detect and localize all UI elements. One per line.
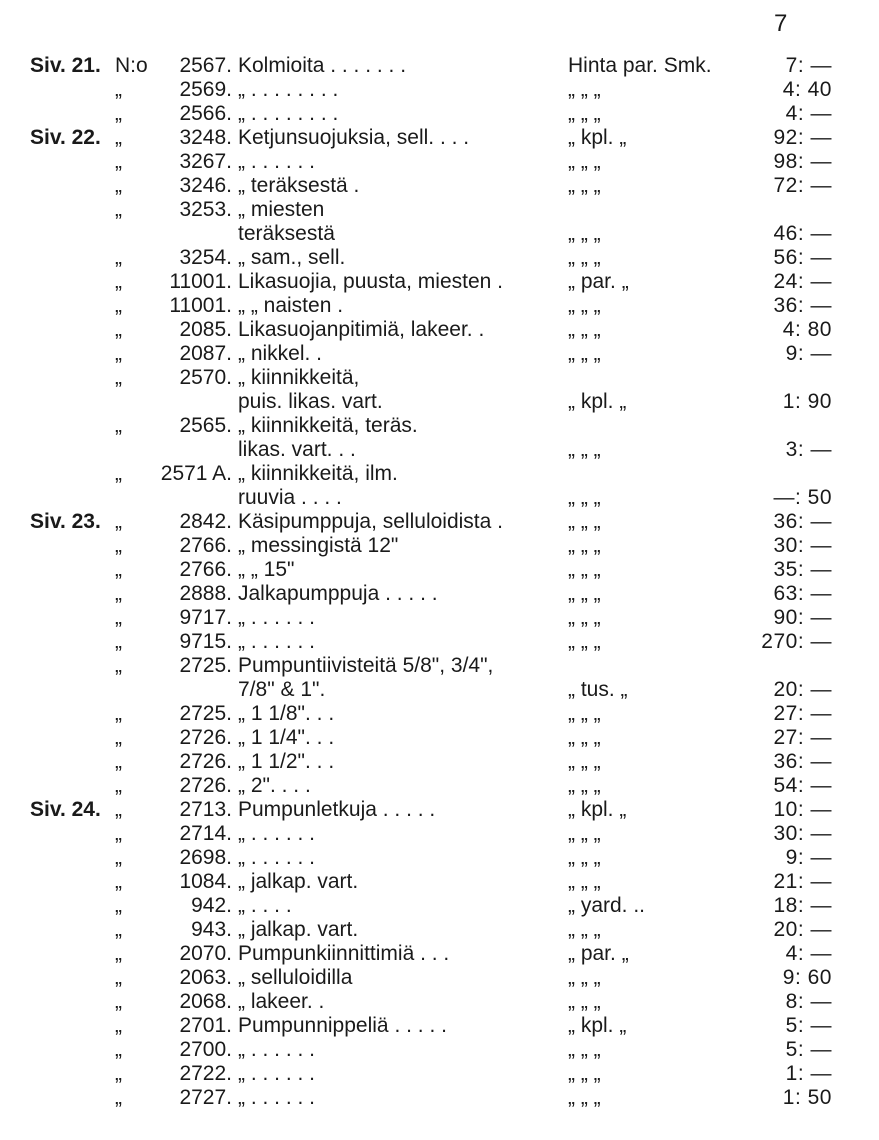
- price-value: 30: —: [773, 822, 832, 845]
- section-label: Siv. 21.: [30, 54, 101, 77]
- item-number: 11001.: [169, 294, 232, 317]
- unit-column: „ „ „: [568, 342, 601, 365]
- price-value: 36: —: [773, 750, 832, 773]
- ditto-mark: „: [115, 558, 122, 581]
- item-number: 3253.: [179, 198, 232, 221]
- item-number: 2567.: [179, 54, 232, 77]
- ditto-mark: „: [115, 894, 122, 917]
- list-item: [0, 678, 879, 702]
- unit-column: „ „ „: [568, 774, 601, 797]
- unit-column: „ „ „: [568, 870, 601, 893]
- item-description: „ messingistä 12": [238, 534, 399, 557]
- item-number: 2570.: [179, 366, 232, 389]
- price-value: 36: —: [773, 510, 832, 533]
- unit-column: „ „ „: [568, 702, 601, 725]
- list-item: [0, 342, 879, 366]
- item-description: „ kiinnikkeitä, teräs.: [238, 414, 418, 437]
- unit-column: „ par. „: [568, 270, 629, 293]
- item-description: „ . . . . . .: [238, 1062, 316, 1085]
- item-description: likas. vart. . .: [238, 438, 356, 461]
- item-number: 2698.: [179, 846, 232, 869]
- price-value: 54: —: [773, 774, 832, 797]
- ditto-mark: „: [115, 654, 122, 677]
- ditto-mark: „: [115, 534, 122, 557]
- list-item: [0, 726, 879, 750]
- list-item: [0, 414, 879, 438]
- price-value: 5: —: [785, 1014, 832, 1037]
- ditto-mark: „: [115, 342, 122, 365]
- item-description: puis. likas. vart.: [238, 390, 383, 413]
- item-description: „ miesten: [238, 198, 325, 221]
- unit-column: „ par. „: [568, 942, 629, 965]
- item-description: „ 1 1/4". . .: [238, 726, 335, 749]
- item-description: „ . . . . . .: [238, 606, 316, 629]
- item-number: 942.: [191, 894, 232, 917]
- list-item: [0, 54, 879, 78]
- price-value: 20: —: [773, 678, 832, 701]
- unit-column: „ „ „: [568, 150, 601, 173]
- list-item: [0, 894, 879, 918]
- item-description: „ nikkel. .: [238, 342, 323, 365]
- price-value: 7: —: [785, 54, 832, 77]
- unit-column: „ „ „: [568, 486, 601, 509]
- price-value: 36: —: [773, 294, 832, 317]
- item-description: „ . . . . . . . .: [238, 78, 339, 101]
- ditto-mark: „: [115, 126, 122, 149]
- ditto-mark: „: [115, 846, 122, 869]
- item-description: „ . . . .: [238, 894, 292, 917]
- item-number: 2714.: [179, 822, 232, 845]
- item-number: 943.: [191, 918, 232, 941]
- item-number: 2087.: [179, 342, 232, 365]
- price-value: 27: —: [773, 702, 832, 725]
- list-item: [0, 870, 879, 894]
- item-number: 3267.: [179, 150, 232, 173]
- item-description: „ teräksestä .: [238, 174, 360, 197]
- list-item: [0, 846, 879, 870]
- price-value: 4: 80: [782, 318, 832, 341]
- price-value: 18: —: [773, 894, 832, 917]
- unit-column: „ „ „: [568, 846, 601, 869]
- ditto-mark: „: [115, 1062, 122, 1085]
- item-description: „ jalkap. vart.: [238, 918, 359, 941]
- list-item: [0, 198, 879, 222]
- item-description: Likasuojia, puusta, miesten .: [238, 270, 503, 293]
- item-number: 2726.: [179, 750, 232, 773]
- ditto-mark: „: [115, 1038, 122, 1061]
- ditto-mark: „: [115, 798, 122, 821]
- unit-column: „ kpl. „: [568, 798, 627, 821]
- item-number: 2068.: [179, 990, 232, 1013]
- unit-column: „ „ „: [568, 174, 601, 197]
- item-number: 3254.: [179, 246, 232, 269]
- item-number: 2766.: [179, 558, 232, 581]
- item-description: ruuvia . . . .: [238, 486, 342, 509]
- item-description: „ . . . . . .: [238, 150, 316, 173]
- price-value: 20: —: [773, 918, 832, 941]
- unit-column: „ „ „: [568, 78, 601, 101]
- item-description: Jalkapumppuja . . . . .: [238, 582, 438, 605]
- item-description: teräksestä: [238, 222, 335, 245]
- item-description: „ . . . . . .: [238, 630, 316, 653]
- price-value: 5: —: [785, 1038, 832, 1061]
- unit-column: „ „ „: [568, 726, 601, 749]
- item-number: 2726.: [179, 774, 232, 797]
- item-description: „ . . . . . . . .: [238, 102, 339, 125]
- section-label: Siv. 23.: [30, 510, 101, 533]
- price-value: 9: —: [785, 846, 832, 869]
- ditto-mark: „: [115, 78, 122, 101]
- unit-column: „ „ „: [568, 606, 601, 629]
- ditto-mark: „: [115, 750, 122, 773]
- ditto-mark: „: [115, 198, 122, 221]
- item-description: Kolmioita . . . . . . .: [238, 54, 407, 77]
- item-description: Pumpunnippeliä . . . . .: [238, 1014, 447, 1037]
- price-value: 4: 40: [782, 78, 832, 101]
- ditto-mark: „: [115, 582, 122, 605]
- item-number: 2725.: [179, 654, 232, 677]
- ditto-mark: „: [115, 966, 122, 989]
- price-value: 10: —: [773, 798, 832, 821]
- item-number: 2571 A.: [160, 462, 232, 485]
- price-value: 1: —: [785, 1062, 832, 1085]
- list-item: [0, 774, 879, 798]
- list-item: [0, 942, 879, 966]
- ditto-mark: „: [115, 870, 122, 893]
- list-item: [0, 606, 879, 630]
- list-item: [0, 1086, 879, 1110]
- list-item: [0, 750, 879, 774]
- item-description: „ selluloidilla: [238, 966, 353, 989]
- ditto-mark: „: [115, 726, 122, 749]
- list-item: [0, 558, 879, 582]
- item-number: 2727.: [179, 1086, 232, 1109]
- ditto-mark: N:o: [115, 54, 148, 77]
- item-description: „ „ naisten .: [238, 294, 344, 317]
- item-number: 2070.: [179, 942, 232, 965]
- item-description: „ . . . . . .: [238, 1086, 316, 1109]
- unit-column: „ „ „: [568, 438, 601, 461]
- unit-column: „ tus. „: [568, 678, 628, 701]
- list-item: [0, 366, 879, 390]
- price-value: 92: —: [773, 126, 832, 149]
- ditto-mark: „: [115, 102, 122, 125]
- list-item: [0, 174, 879, 198]
- list-item: [0, 150, 879, 174]
- list-item: [0, 438, 879, 462]
- list-item: [0, 78, 879, 102]
- unit-column: „ „ „: [568, 102, 601, 125]
- list-item: [0, 702, 879, 726]
- price-value: 35: —: [773, 558, 832, 581]
- item-description: „ kiinnikkeitä,: [238, 366, 360, 389]
- ditto-mark: „: [115, 174, 122, 197]
- price-value: 98: —: [773, 150, 832, 173]
- list-item: [0, 462, 879, 486]
- unit-column: „ „ „: [568, 582, 601, 605]
- price-value: 90: —: [773, 606, 832, 629]
- ditto-mark: „: [115, 918, 122, 941]
- unit-column: „ „ „: [568, 222, 601, 245]
- item-description: „ . . . . . .: [238, 1038, 316, 1061]
- list-item: [0, 918, 879, 942]
- ditto-mark: „: [115, 318, 122, 341]
- price-value: 46: —: [773, 222, 832, 245]
- item-number: 11001.: [169, 270, 232, 293]
- item-number: 2713.: [179, 798, 232, 821]
- unit-column: „ „ „: [568, 1038, 601, 1061]
- unit-column: „ „ „: [568, 1086, 601, 1109]
- ditto-mark: „: [115, 246, 122, 269]
- list-item: [0, 246, 879, 270]
- unit-column: „ „ „: [568, 750, 601, 773]
- unit-column: „ „ „: [568, 558, 601, 581]
- item-number: 2766.: [179, 534, 232, 557]
- item-number: 9717.: [179, 606, 232, 629]
- item-description: Pumpunkiinnittimiä . . .: [238, 942, 450, 965]
- list-item: [0, 1062, 879, 1086]
- item-description: „ lakeer. .: [238, 990, 325, 1013]
- list-item: [0, 630, 879, 654]
- unit-column: „ „ „: [568, 510, 601, 533]
- item-description: „ 1 1/8". . .: [238, 702, 335, 725]
- section-label: Siv. 24.: [30, 798, 101, 821]
- price-value: 4: —: [785, 942, 832, 965]
- ditto-mark: „: [115, 990, 122, 1013]
- item-number: 2725.: [179, 702, 232, 725]
- item-number: 2701.: [179, 1014, 232, 1037]
- price-value: 63: —: [773, 582, 832, 605]
- item-number: 2085.: [179, 318, 232, 341]
- list-item: [0, 318, 879, 342]
- unit-column: „ „ „: [568, 630, 601, 653]
- list-item: [0, 966, 879, 990]
- ditto-mark: „: [115, 606, 122, 629]
- item-description: „ kiinnikkeitä, ilm.: [238, 462, 398, 485]
- ditto-mark: „: [115, 774, 122, 797]
- page-number: 7: [774, 10, 788, 37]
- item-number: 2569.: [179, 78, 232, 101]
- item-description: „ jalkap. vart.: [238, 870, 359, 893]
- item-number: 2700.: [179, 1038, 232, 1061]
- ditto-mark: „: [115, 942, 122, 965]
- ditto-mark: „: [115, 366, 122, 389]
- ditto-mark: „: [115, 630, 122, 653]
- list-item: [0, 822, 879, 846]
- unit-column: „ „ „: [568, 246, 601, 269]
- item-number: 2566.: [179, 102, 232, 125]
- list-item: [0, 1038, 879, 1062]
- item-number: 1084.: [179, 870, 232, 893]
- unit-column: „ „ „: [568, 966, 601, 989]
- unit-column: „ „ „: [568, 318, 601, 341]
- item-number: 2888.: [179, 582, 232, 605]
- ditto-mark: „: [115, 1014, 122, 1037]
- unit-column: „ „ „: [568, 918, 601, 941]
- list-item: [0, 222, 879, 246]
- item-description: „ 2". . . .: [238, 774, 311, 797]
- unit-column: „ „ „: [568, 990, 601, 1013]
- item-description: „ sam., sell.: [238, 246, 346, 269]
- item-number: 2722.: [179, 1062, 232, 1085]
- price-value: —: 50: [773, 486, 832, 509]
- list-item: [0, 654, 879, 678]
- price-value: 270: —: [761, 630, 832, 653]
- ditto-mark: „: [115, 510, 122, 533]
- ditto-mark: „: [115, 1086, 122, 1109]
- item-description: Pumpunletkuja . . . . .: [238, 798, 436, 821]
- item-number: 2565.: [179, 414, 232, 437]
- price-value: 9: —: [785, 342, 832, 365]
- item-description: 7/8" & 1".: [238, 678, 326, 701]
- unit-column: „ „ „: [568, 1062, 601, 1085]
- item-number: 2726.: [179, 726, 232, 749]
- list-item: [0, 798, 879, 822]
- list-item: [0, 102, 879, 126]
- list-item: [0, 1014, 879, 1038]
- item-number: 2842.: [179, 510, 232, 533]
- price-value: 9: 60: [782, 966, 832, 989]
- price-value: 72: —: [773, 174, 832, 197]
- price-value: 56: —: [773, 246, 832, 269]
- list-item: [0, 294, 879, 318]
- item-number: 3248.: [179, 126, 232, 149]
- price-value: 3: —: [785, 438, 832, 461]
- item-number: 3246.: [179, 174, 232, 197]
- price-value: 1: 90: [782, 390, 832, 413]
- ditto-mark: „: [115, 414, 122, 437]
- item-description: Käsipumppuja, selluloidista .: [238, 510, 503, 533]
- unit-column: „ kpl. „: [568, 1014, 627, 1037]
- price-value: 30: —: [773, 534, 832, 557]
- list-item: [0, 486, 879, 510]
- list-item: [0, 582, 879, 606]
- list-item: [0, 990, 879, 1014]
- price-value: 1: 50: [782, 1086, 832, 1109]
- ditto-mark: „: [115, 702, 122, 725]
- unit-column: „ yard. ..: [568, 894, 646, 917]
- price-value: 8: —: [785, 990, 832, 1013]
- list-item: [0, 534, 879, 558]
- ditto-mark: „: [115, 294, 122, 317]
- ditto-mark: „: [115, 150, 122, 173]
- unit-column: „ kpl. „: [568, 390, 627, 413]
- unit-column: Hinta par. Smk.: [568, 54, 712, 77]
- list-item: [0, 270, 879, 294]
- item-description: „ 1 1/2". . .: [238, 750, 335, 773]
- price-list: [0, 54, 879, 1110]
- price-value: 21: —: [773, 870, 832, 893]
- item-description: Ketjunsuojuksia, sell. . . .: [238, 126, 470, 149]
- item-number: 2063.: [179, 966, 232, 989]
- item-description: „ „ 15": [238, 558, 295, 581]
- ditto-mark: „: [115, 270, 122, 293]
- unit-column: „ „ „: [568, 294, 601, 317]
- unit-column: „ „ „: [568, 534, 601, 557]
- list-item: [0, 510, 879, 534]
- price-value: 4: —: [785, 102, 832, 125]
- item-description: Pumpuntiivisteitä 5/8", 3/4",: [238, 654, 494, 677]
- section-label: Siv. 22.: [30, 126, 101, 149]
- list-item: [0, 390, 879, 414]
- unit-column: „ „ „: [568, 822, 601, 845]
- list-item: [0, 126, 879, 150]
- item-description: „ . . . . . .: [238, 822, 316, 845]
- price-value: 24: —: [773, 270, 832, 293]
- item-description: Likasuojanpitimiä, lakeer. .: [238, 318, 485, 341]
- item-number: 9715.: [179, 630, 232, 653]
- ditto-mark: „: [115, 462, 122, 485]
- ditto-mark: „: [115, 822, 122, 845]
- unit-column: „ kpl. „: [568, 126, 627, 149]
- price-value: 27: —: [773, 726, 832, 749]
- item-description: „ . . . . . .: [238, 846, 316, 869]
